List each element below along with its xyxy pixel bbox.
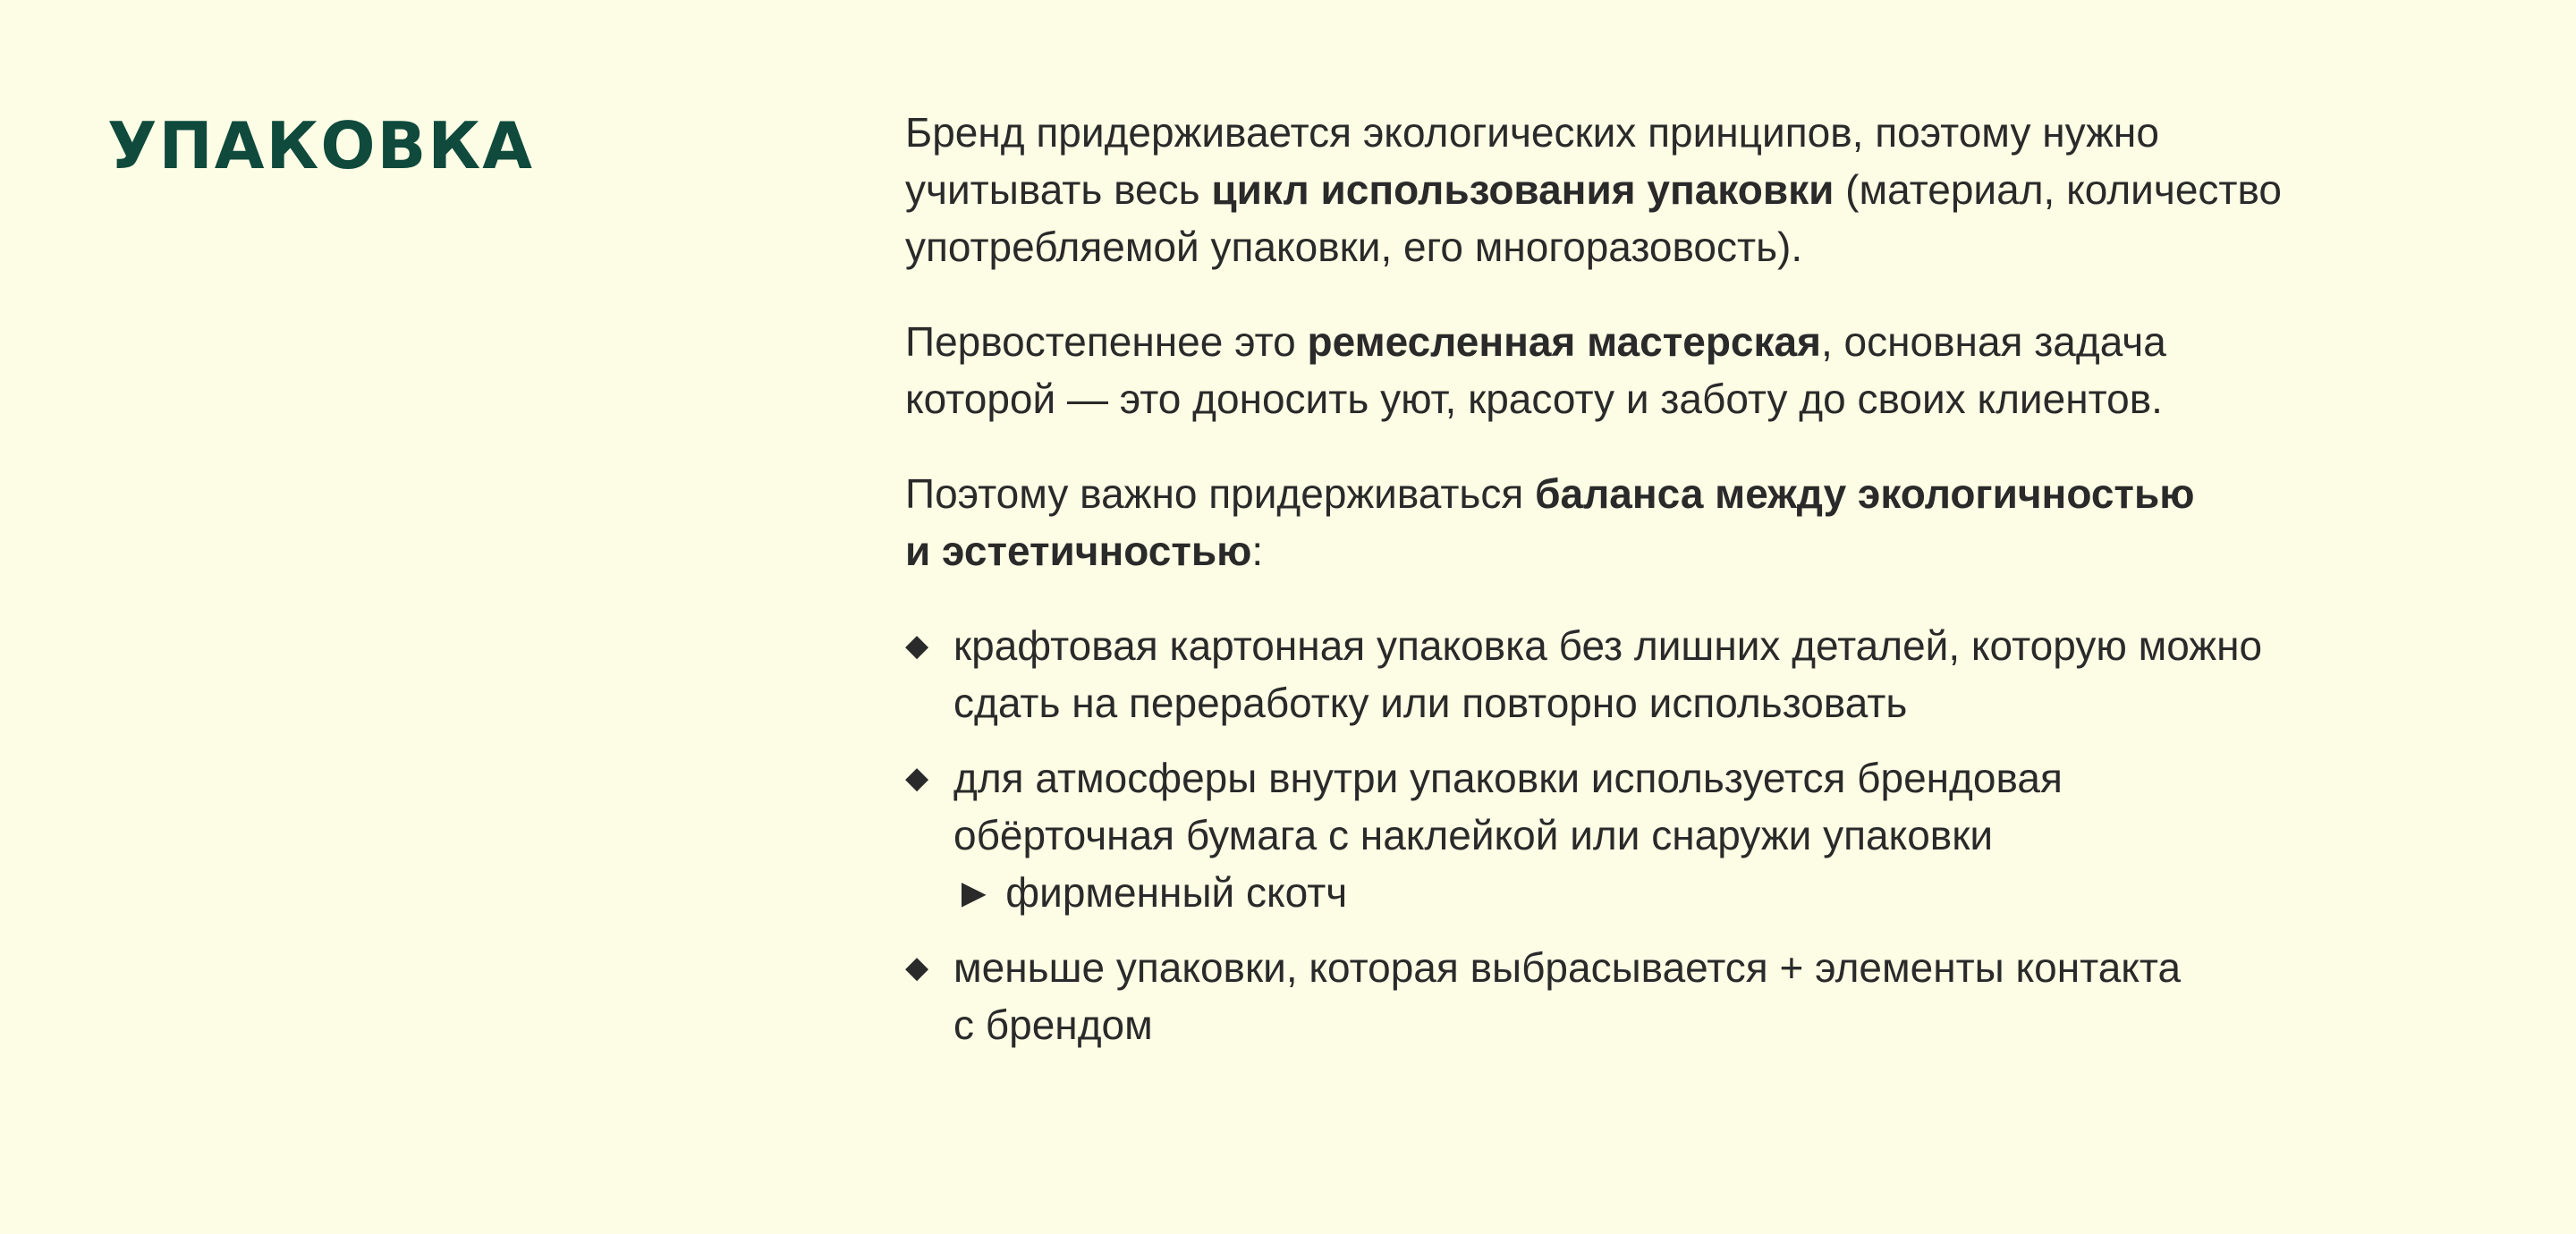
diamond-bullet-icon: ◆ — [905, 951, 929, 985]
paragraph-text: Поэтому важно придерживаться — [905, 470, 1536, 517]
paragraph-text: (материал, количество — [1834, 166, 2282, 213]
paragraph — [905, 104, 2506, 275]
list-item-text: меньше упаковки, которая выбрасывается + элементы контакта — [953, 944, 2182, 991]
body-text — [905, 104, 2506, 1071]
paragraph — [905, 465, 2506, 579]
paragraph-text: которой — это доносить уют, красоту и заботу до своих клиентов. — [905, 376, 2163, 422]
paragraph-text: употребляемой упаковки, его многоразовость). — [905, 224, 1803, 270]
paragraph-text: Бренд придерживается экологических принципов, поэтому нужно — [905, 109, 2159, 156]
list-item — [905, 939, 2506, 1053]
paragraph-text: , основная задача — [1820, 318, 2166, 365]
emphasis-text: баланса между экологичностью — [1535, 470, 2195, 517]
list-item — [905, 749, 2506, 921]
paragraph-text: Первостепеннее это — [905, 318, 1308, 365]
bullet-list — [905, 617, 2506, 1053]
diamond-bullet-icon: ◆ — [905, 629, 929, 663]
list-item-text: обёрточная бумага с наклейкой или снаружи упаковки — [953, 812, 1994, 858]
list-item-text: сдать на переработку или повторно использовать — [953, 680, 1908, 726]
emphasis-text: и эстетичностью — [905, 528, 1252, 574]
diamond-bullet-icon: ◆ — [905, 761, 929, 795]
paragraph-group — [905, 104, 2506, 579]
paragraph — [905, 313, 2506, 427]
paragraph-text: : — [1251, 528, 1264, 574]
list-item-text: ► фирменный скотч — [953, 869, 1348, 916]
list-item-text: крафтовая картонная упаковка без лишних деталей, которую можно — [953, 622, 2263, 669]
list-item — [905, 617, 2506, 731]
list-item-text: с брендом — [953, 1002, 1153, 1048]
paragraph-text: учитывать весь — [905, 166, 1212, 213]
emphasis-text: ремесленная мастерская — [1307, 318, 1821, 365]
list-item-text: для атмосферы внутри упаковки используется брендовая — [953, 755, 2063, 801]
emphasis-text: цикл использования упаковки — [1211, 166, 1835, 213]
page-title: УПАКОВКА — [107, 108, 535, 183]
